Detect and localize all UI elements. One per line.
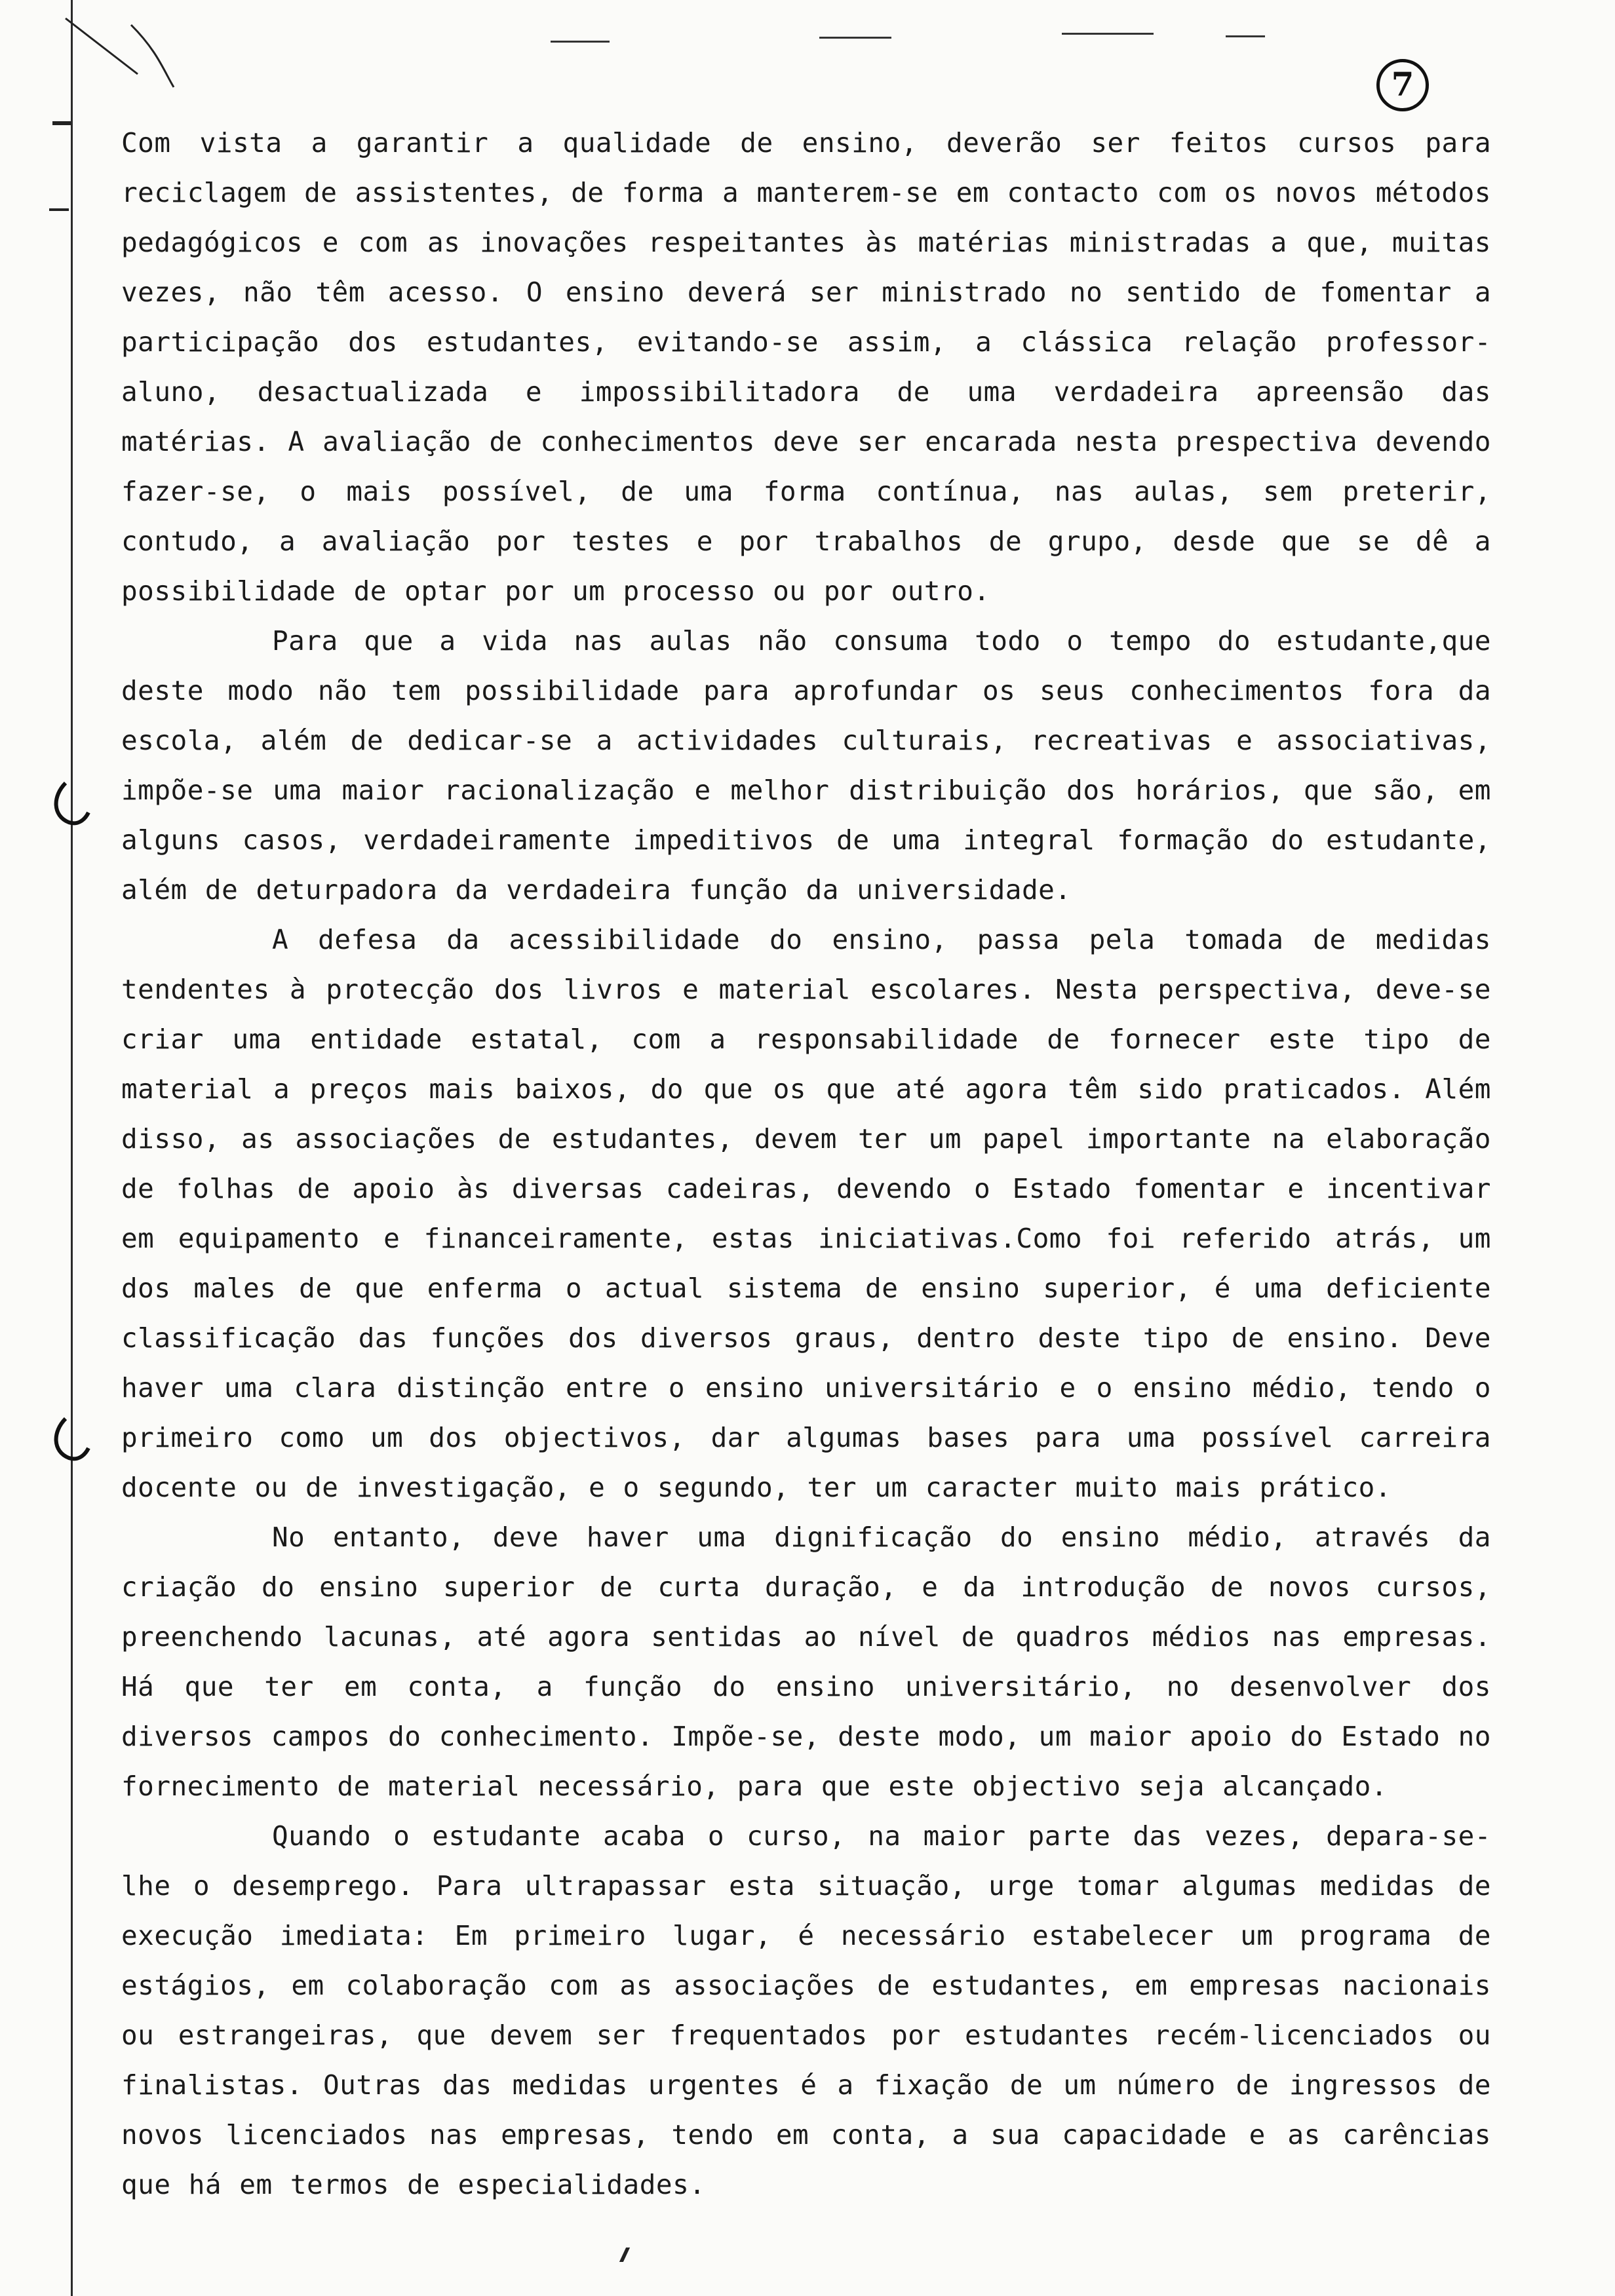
margin-rule — [71, 0, 73, 2296]
paragraph-3: A defesa da acessibilidade do ensino, passa pela tomada de medidas tendentes à protecção dos livros e material escolares. Nesta perspectiva, deve-se criar uma entidade estatal, com a responsabilidade de fornecer este tipo de material a preços mais baixos, do que os que até agora têm sido praticados. Além disso, as associações de estudantes, devem ter um papel importante na elaboração de folhas de apoio às diversas cadeiras, devendo o Estado fomentar e incentivar em equipamento e financeiramente, estas iniciativas.Como foi referido atrás, um dos males de que enferma o actual sistema de ensino superior, é uma deficiente classificação das funções dos diversos graus, dentro deste tipo de ensino. Deve haver uma clara distinção entre o ensino universitário e o ensino médio, tendo o primeiro como um dos objectivos, dar algumas bases para uma possível carreira docente ou de investigação, e o segundo, ter um caracter muito mais prático. — [121, 924, 1491, 1503]
corner-pen-strokes — [59, 12, 177, 90]
bottom-pen-mark — [619, 2248, 630, 2262]
punch-hole-mark-1 — [46, 780, 98, 832]
top-dash-4 — [1226, 35, 1265, 37]
top-dash-2 — [819, 37, 891, 39]
page-number: 7 — [1376, 59, 1429, 111]
top-dash-3 — [1062, 33, 1154, 35]
paragraph-1: Com vista a garantir a qualidade de ensino, deverão ser feitos cursos para reciclagem de assistentes, de forma a manterem-se em contacto com os novos métodos pedagógicos e com as inovações respeitantes às matérias ministradas a que, muitas vezes, não têm acesso. O ensino deverá ser ministrado no sentido de fomentar a participação dos estudantes, evitando-se assim, a clássica relação professor-aluno, desactualizada e impossibilitadora de uma verdadeira apreensão das matérias. A avaliação de conhecimentos deve ser encarada nesta prespectiva devendo fazer-se, o mais possível, de uma forma contínua, nas aulas, sem preterir, contudo, a avaliação por testes e por trabalhos de grupo, desde que se dê a possibilidade de optar por um processo ou por outro. — [121, 127, 1491, 607]
paragraph-2: Para que a vida nas aulas não consuma todo o tempo do estudante,que deste modo não tem possibilidade para aprofundar os seus conhecimentos fora da escola, além de dedicar-se a actividades culturais, recreativas e associativas, impõe-se uma maior racionalização e melhor distribuição dos horários, que são, em alguns casos, verdadeiramente impeditivos de uma integral formação do estudante, além de deturpadora da verdadeira função da universidade. — [121, 625, 1491, 906]
top-dash-1 — [551, 41, 610, 43]
paragraph-5: Quando o estudante acaba o curso, na maior parte das vezes, depara-se-lhe o desemprego. Para ultrapassar esta situação, urge tomar algumas medidas de execução imediata: Em primeiro lugar, é necessário estabelecer um programa de estágios, em colaboração com as associações de estudantes, em empresas nacionais ou estrangeiras, que devem ser frequentados por estudantes recém-licenciados ou finalistas. Outras das medidas urgentes é a fixação de um número de ingressos de novos licenciados nas empresas, tendo em conta, a sua capacidade e as carências que há em termos de especialidades. — [121, 1820, 1491, 2200]
margin-mark-1 — [52, 121, 71, 125]
punch-hole-mark-2 — [46, 1415, 98, 1468]
paragraph-4: No entanto, deve haver uma dignificação do ensino médio, através da criação do ensino superior de curta duração, e da introdução de novos cursos, preenchendo lacunas, até agora sentidas ao nível de quadros médios nas empresas. Há que ter em conta, a função do ensino universitário, no desenvolver dos diversos campos do conhecimento. Impõe-se, deste modo, um maior apoio do Estado no fornecimento de material necessário, para que este objectivo seja alcançado. — [121, 1521, 1491, 1802]
margin-mark-2 — [49, 208, 69, 211]
body-text — [121, 118, 1491, 2210]
